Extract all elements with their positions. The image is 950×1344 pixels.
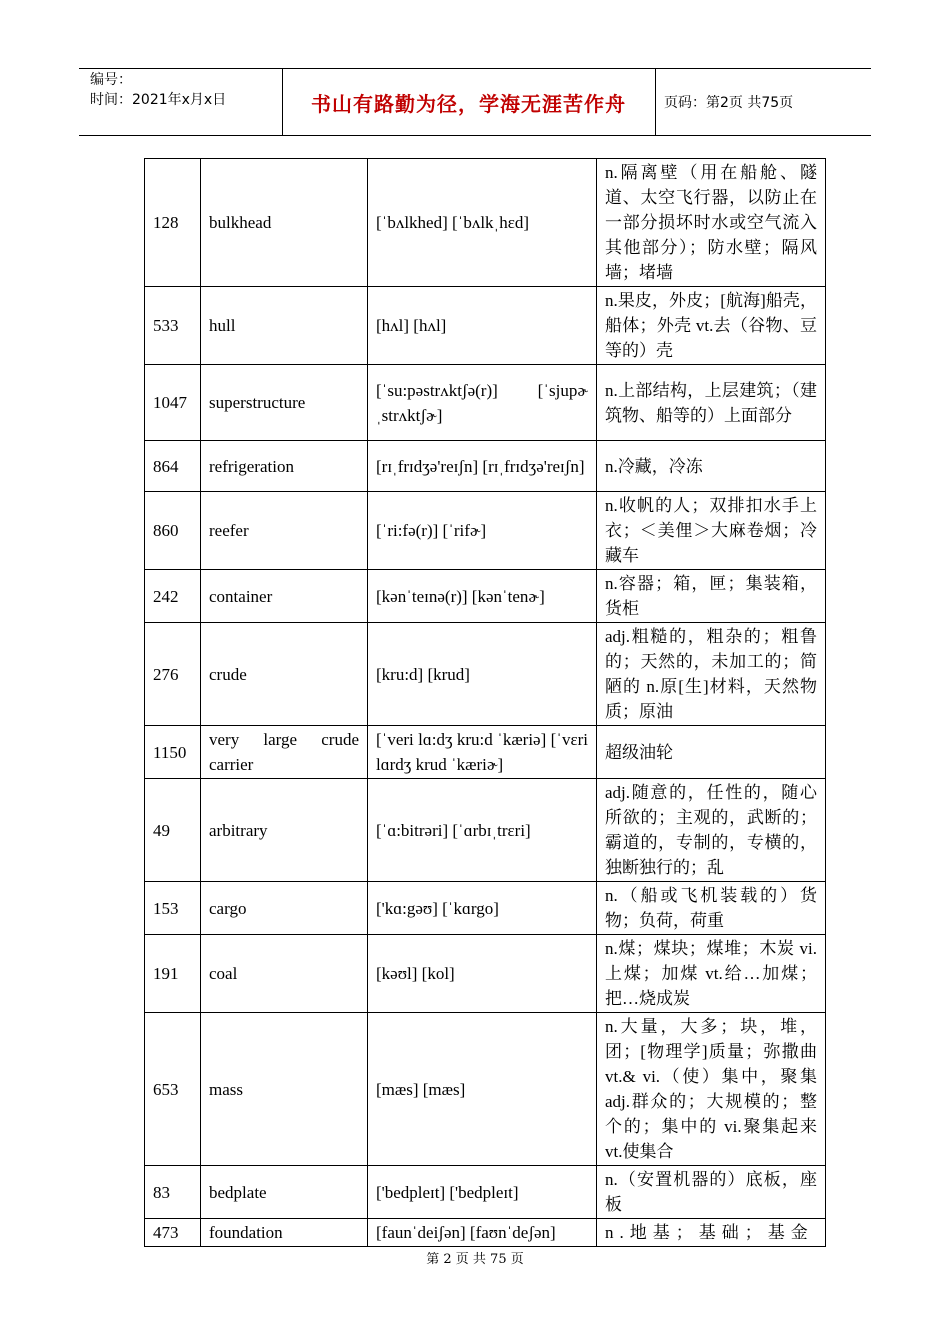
row-definition: 超级油轮 [597,726,826,779]
row-number: 473 [145,1219,201,1247]
row-word: coal [201,935,368,1013]
table-row [145,935,826,1013]
row-word: bulkhead [201,159,368,287]
row-definition: adj.随意的，任性的，随心所欲的；主观的，武断的；霸道的，专制的，专横的，独断独行的；乱 [597,779,826,882]
row-word: bedplate [201,1166,368,1219]
row-number: 153 [145,882,201,935]
header-meta [90,70,226,110]
row-number: 128 [145,159,201,287]
row-number: 83 [145,1166,201,1219]
row-phonetic: [kru:d] [krud] [368,623,597,726]
table-row [145,726,826,779]
row-phonetic: [ˈbʌlkhed] [ˈbʌlkˌhɛd] [368,159,597,287]
table-row [145,1013,826,1166]
row-definition: n.果皮，外皮；[航海]船壳，船体；外壳 vt.去（谷物、豆等的）壳 [597,287,826,365]
row-phonetic: [ˈsu:pəstrʌktʃə(r)] [ˈsjupɚˌstrʌktʃɚ] [368,365,597,441]
row-phonetic: [ˈɑ:bitrəri] [ˈɑrbɪˌtrɛri] [368,779,597,882]
row-definition: n.收帆的人；双排扣水手上衣；＜美俚＞大麻卷烟；冷藏车 [597,492,826,570]
row-word: refrigeration [201,441,368,492]
row-number: 49 [145,779,201,882]
row-phonetic: [ˈri:fə(r)] [ˈrifɚ] [368,492,597,570]
table-row [145,570,826,623]
row-phonetic: ['kɑ:gəʊ] [ˈkɑrgo] [368,882,597,935]
row-phonetic: [mæs] [mæs] [368,1013,597,1166]
row-number: 864 [145,441,201,492]
row-word: foundation [201,1219,368,1247]
table-row [145,287,826,365]
header-page-info: 页码：第2页 共75页 [664,95,794,111]
row-definition: adj.粗糙的，粗杂的；粗鲁的；天然的，未加工的；简陋的 n.原[生]材料，天然物质；原油 [597,623,826,726]
row-word: crude [201,623,368,726]
table-row [145,882,826,935]
row-number: 860 [145,492,201,570]
row-definition: n.容器；箱，匣；集装箱，货柜 [597,570,826,623]
row-definition: n.隔离壁（用在船舱、隧道、太空飞行器，以防止在一部分损坏时水或空气流入其他部分）；防水壁；隔风墙；堵墙 [597,159,826,287]
row-phonetic: [ˈveri lɑ:dʒ kru:d ˈkæriə] [ˈvɛri lɑrdʒ krud ˈkæriɚ] [368,726,597,779]
table-row [145,1219,826,1247]
header-divider-right [655,68,656,136]
row-number: 191 [145,935,201,1013]
header-number-label: 编号： [90,72,132,88]
row-number: 276 [145,623,201,726]
row-definition: n.大量，大多；块，堆，团；[物理学]质量；弥撒曲 vt.& vi.（使）集中，聚集 adj.群众的；大规模的；整个的；集中的 vi.聚集起来 vt.使集合 [597,1013,826,1166]
header-time-label: 时间：2021年x月x日 [90,92,227,108]
table-row [145,623,826,726]
row-number: 653 [145,1013,201,1166]
table-row [145,159,826,287]
row-definition: n.煤；煤块；煤堆；木炭 vi.上煤；加煤 vt.给…加煤；把…烧成炭 [597,935,826,1013]
row-number: 242 [145,570,201,623]
row-word: mass [201,1013,368,1166]
row-word: arbitrary [201,779,368,882]
row-definition: n.（安置机器的）底板，座板 [597,1166,826,1219]
row-definition: n.冷藏，冷冻 [597,441,826,492]
table-row [145,365,826,441]
header-motto: 书山有路勤为径，学海无涯苦作舟 [311,91,626,116]
row-word: hull [201,287,368,365]
row-number: 1047 [145,365,201,441]
row-word: superstructure [201,365,368,441]
row-phonetic: ['bedpleɪt] ['bedpleɪt] [368,1166,597,1219]
row-phonetic: [rɪˌfrɪdʒə'reɪʃn] [rɪˌfrɪdʒə'reɪʃn] [368,441,597,492]
row-word: container [201,570,368,623]
row-phonetic: [kəʊl] [kol] [368,935,597,1013]
vocabulary-table [144,158,826,1247]
row-word: cargo [201,882,368,935]
table-row [145,492,826,570]
row-definition: n.（船或飞机装载的）货物；负荷，荷重 [597,882,826,935]
row-definition: n.上部结构，上层建筑；（建筑物、船等的）上面部分 [597,365,826,441]
row-definition: n.地基；基础；基金 [597,1219,826,1247]
table-row [145,441,826,492]
row-word: reefer [201,492,368,570]
row-phonetic: [hʌl] [hʌl] [368,287,597,365]
row-number: 533 [145,287,201,365]
row-number: 1150 [145,726,201,779]
table-row [145,779,826,882]
page-footer: 第 2 页 共 75 页 [426,1252,524,1267]
row-phonetic: [faunˈdeiʃən] [faʊnˈdeʃən] [368,1219,597,1247]
row-word: very large crude carrier [201,726,368,779]
table-row [145,1166,826,1219]
row-phonetic: [kənˈteɪnə(r)] [kənˈtenɚ] [368,570,597,623]
